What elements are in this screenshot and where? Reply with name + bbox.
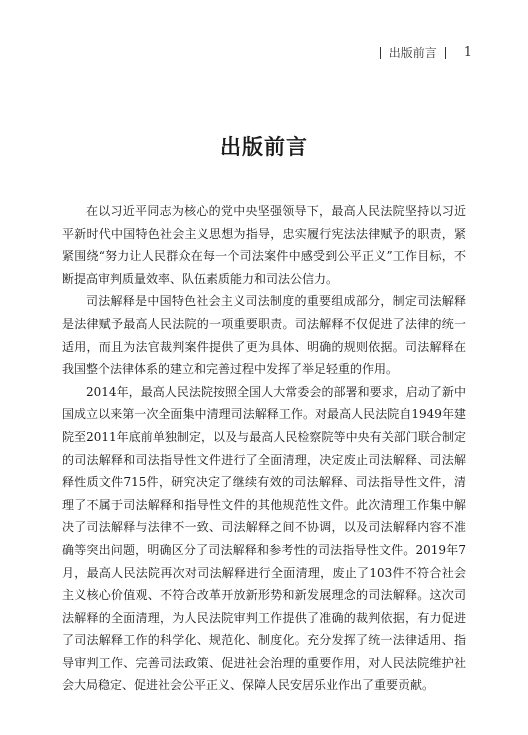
header-section-title: 出版前言: [388, 46, 437, 60]
paragraph: 2014年，最高人民法院按照全国人大常委会的部署和要求，启动了新中国成立以来第一次全面集中清理司法解释工作。对最高人民法院自1949年建院至2011年底前单独制定，以及与最高人民检察院等中央有关部门联合制定的司法解释和司法指导性文件进行了全面清理，决定废止司法解释、司法解释性质文件715件，研究决定了继续有效的司法解释、司法指导性文件，清理了不属于司法解释和指导性文件的其他规范性文件。此次清理工作集中解决了司法解释与法律不一致、司法解释之间不协调，以及司法解释内容不准确等突出问题，明确区分了司法解释和参考性的司法指导性文件。2019年7月，最高人民法院再次对司法解释进行全面清理，废止了103件不符合社会主义核心价值观、不符合改革开放新形势和新发展理念的司法解释。这次司法解释的全面清理，为人民法院审判工作提供了准确的裁判依据，有力促进了司法解释工作的科学化、规范化、制度化。充分发挥了统一法律适用、指导审判工作、完善司法政策、促进社会治理的重要作用，对人民法院维护社会大局稳定、促进社会公平正义、保障人民安居乐业作出了重要贡献。: [62, 384, 466, 693]
header-divider-left: [380, 47, 381, 59]
paragraph: 在以习近平同志为核心的党中央坚强领导下，最高人民法院坚持以习近平新时代中国特色社会主义思想为指导，忠实履行宪法法律赋予的职责，紧紧围绕“努力让人民群众在每一个司法案件中感受到公平正义”工作目标，不断提高审判质量效率、队伍素质能力和司法公信力。: [62, 204, 466, 286]
running-header: [380, 44, 472, 61]
paragraph: 司法解释是中国特色社会主义司法制度的重要组成部分，制定司法解释是法律赋予最高人民法院的一项重要职责。司法解释不仅促进了法律的统一适用，而且为法官裁判案件提供了更为具体、明确的规则依据。司法解释在我国整个法律体系的建立和完善过程中发挥了举足轻重的作用。: [62, 294, 466, 377]
body-text: [62, 200, 466, 697]
page-title: 出版前言: [220, 134, 308, 159]
header-divider-right: [445, 47, 446, 59]
page-number: 1: [463, 45, 472, 60]
